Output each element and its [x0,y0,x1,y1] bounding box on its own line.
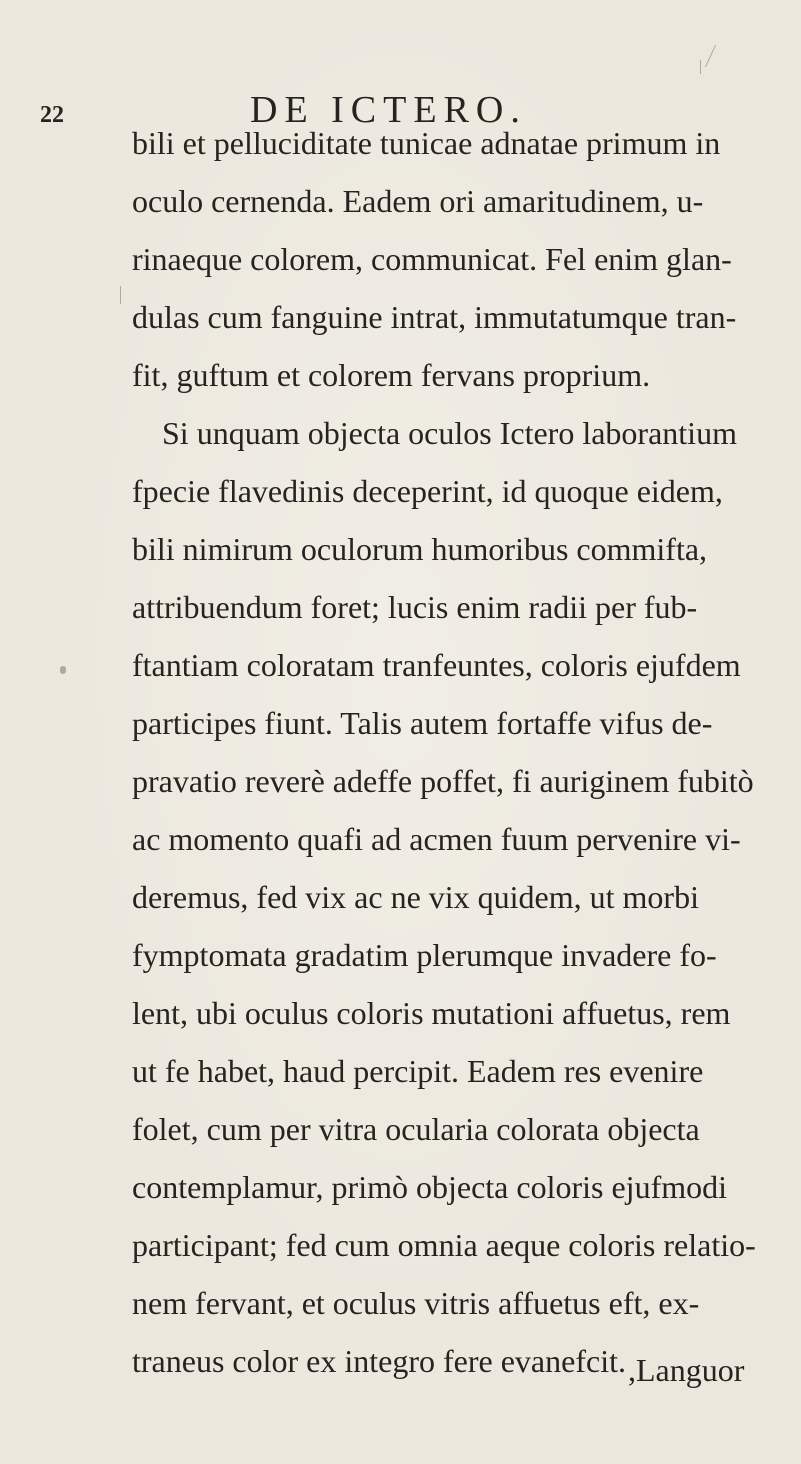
text-line: fpecie flavedinis deceperint, id quoque eidem, [132,473,723,509]
text-line: bili et pelluciditate tunicae adnatae primum in [132,125,721,161]
paper-speck [60,666,66,674]
text-line: dulas cum fanguine intrat, immutatumque tran- [132,299,737,335]
text-line: bili nimirum oculorum humoribus commifta, [132,531,708,567]
text-line: ftantiam coloratam tranfeuntes, coloris ejufdem [132,647,741,683]
text-line: deremus, fed vix ac ne vix quidem, ut morbi [132,879,699,915]
text-line: ut fe habet, haud percipit. Eadem res evenire [132,1053,704,1089]
text-line: attribuendum foret; lucis enim radii per fub- [132,589,698,625]
paper-mark [120,286,121,304]
text-line: lent, ubi oculus coloris mutationi affuetus, rem [132,995,731,1031]
text-line: contemplamur, primò objecta coloris ejufmodi [132,1169,727,1205]
text-line: ac momento quafi ad acmen fuum pervenire vi- [132,821,741,857]
text-line: participes fiunt. Talis autem fortaffe vifus de- [132,705,713,741]
text-line: participant; fed cum omnia aeque coloris relatio- [132,1227,756,1263]
text-line: nem fervant, et oculus vitris affuetus eft, ex- [132,1285,700,1321]
paper-mark [700,60,701,74]
catchword: ,Languor [628,1352,745,1388]
text-line: traneus color ex integro fere evanefcit. [132,1343,626,1379]
text-line: folet, cum per vitra ocularia colorata objecta [132,1111,700,1147]
page-number: 22 [40,102,64,128]
text-line: oculo cernenda. Eadem ori amaritudinem, u- [132,183,704,219]
text-line: fit, guftum et colorem fervans proprium. [132,357,651,393]
paper-mark [705,45,716,67]
text-line: Si unquam objecta oculos Ictero laborantium [162,415,737,451]
text-line: pravatio reverè adeffe poffet, fi auriginem fubitò [132,763,754,799]
running-head: DE ICTERO. [250,89,527,131]
text-line: rinaeque colorem, communicat. Fel enim glan- [132,241,732,277]
text-line: fymptomata gradatim plerumque invadere fo- [132,937,717,973]
